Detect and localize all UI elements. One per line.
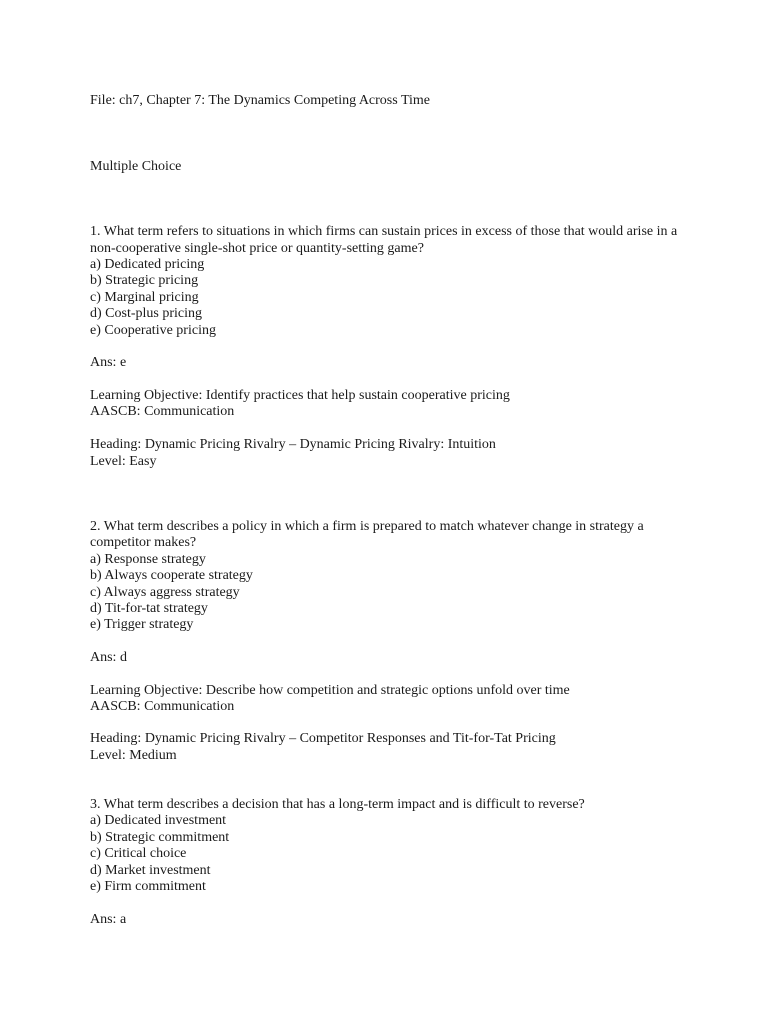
answer-option: c) Marginal pricing bbox=[90, 290, 199, 305]
answer-option: e) Firm commitment bbox=[90, 879, 206, 894]
answer-option: c) Critical choice bbox=[90, 846, 187, 861]
question-stem-line: competitor makes? bbox=[90, 535, 197, 550]
answer-option: b) Strategic commitment bbox=[90, 830, 230, 845]
answer-key: Ans: a bbox=[90, 912, 127, 927]
aascb-tag: AASCB: Communication bbox=[90, 699, 235, 714]
answer-option: e) Trigger strategy bbox=[90, 617, 194, 632]
level-tag: Level: Easy bbox=[90, 454, 157, 469]
heading-tag: Heading: Dynamic Pricing Rivalry – Competitor Responses and Tit-for-Tat Pricing bbox=[90, 731, 556, 746]
answer-option: d) Tit-for-tat strategy bbox=[90, 601, 208, 616]
answer-option: b) Strategic pricing bbox=[90, 273, 199, 288]
learning-objective: Learning Objective: Describe how competition and strategic options unfold over time bbox=[90, 683, 570, 698]
answer-option: d) Cost-plus pricing bbox=[90, 306, 202, 321]
aascb-tag: AASCB: Communication bbox=[90, 404, 235, 419]
question-stem-line: 1. What term refers to situations in which firms can sustain prices in excess of those that would arise in a bbox=[90, 224, 678, 239]
answer-option: c) Always aggress strategy bbox=[90, 585, 240, 600]
heading-tag: Heading: Dynamic Pricing Rivalry – Dynamic Pricing Rivalry: Intuition bbox=[90, 437, 496, 452]
answer-option: a) Dedicated pricing bbox=[90, 257, 205, 272]
level-tag: Level: Medium bbox=[90, 748, 177, 763]
answer-option: a) Dedicated investment bbox=[90, 813, 227, 828]
question-stem-line: 3. What term describes a decision that has a long-term impact and is difficult to reverse? bbox=[90, 797, 585, 812]
answer-key: Ans: d bbox=[90, 650, 127, 665]
answer-option: a) Response strategy bbox=[90, 552, 206, 567]
file-header: File: ch7, Chapter 7: The Dynamics Competing Across Time bbox=[90, 93, 430, 108]
learning-objective: Learning Objective: Identify practices that help sustain cooperative pricing bbox=[90, 388, 510, 403]
answer-option: b) Always cooperate strategy bbox=[90, 568, 253, 583]
question-stem-line: non-cooperative single-shot price or quantity-setting game? bbox=[90, 241, 424, 256]
answer-option: e) Cooperative pricing bbox=[90, 323, 216, 338]
section-title: Multiple Choice bbox=[90, 159, 182, 174]
answer-option: d) Market investment bbox=[90, 863, 211, 878]
question-stem-line: 2. What term describes a policy in which a firm is prepared to match whatever change in strategy a bbox=[90, 519, 644, 534]
answer-key: Ans: e bbox=[90, 355, 127, 370]
